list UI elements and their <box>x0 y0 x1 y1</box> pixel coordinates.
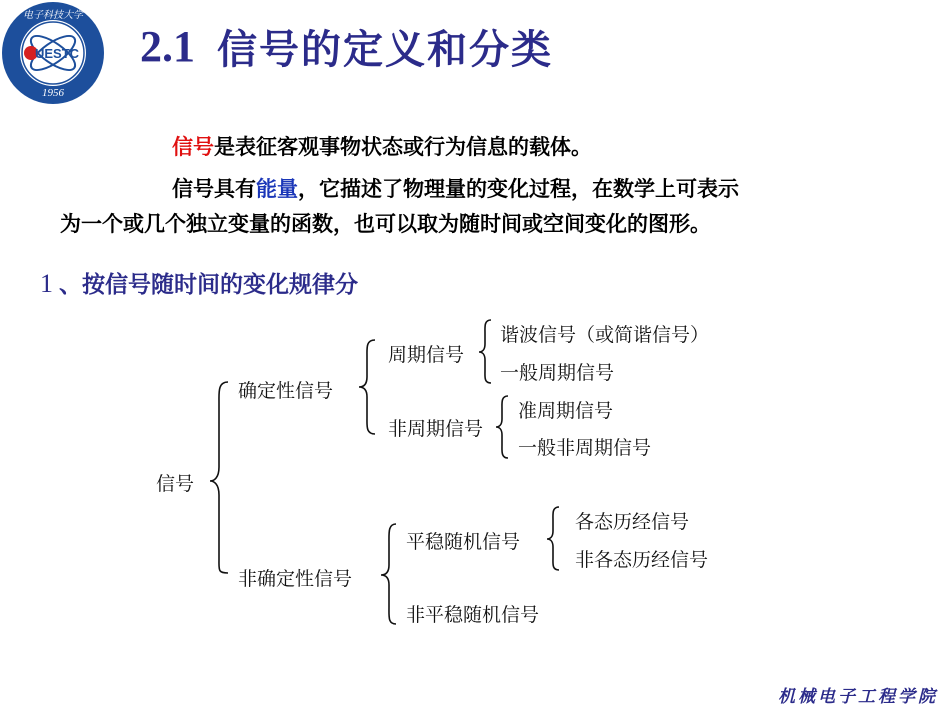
footer-school-name: 机械电子工程学院 <box>778 687 938 707</box>
node-ergodic: 各态历经信号 <box>575 511 690 533</box>
node-nondeterministic: 非确定性信号 <box>238 568 353 590</box>
node-periodic: 周期信号 <box>388 344 465 366</box>
node-deterministic: 确定性信号 <box>238 380 334 402</box>
energy-text-c: ，它描述了物理量的变化过程，在数学上可表示 <box>298 177 739 201</box>
node-stationary: 平稳随机信号 <box>406 531 521 553</box>
section-title: 、按信号随时间的变化规律分 <box>59 272 358 298</box>
term-signal: 信号 <box>172 135 214 159</box>
brace-nondeterministic <box>381 524 396 624</box>
brace-nonperiodic <box>496 396 508 458</box>
node-harmonic: 谐波信号（或简谐信号） <box>500 324 710 346</box>
node-general-periodic: 一般周期信号 <box>500 362 615 384</box>
section-number: 1 <box>40 269 53 298</box>
title-number: 2.1 <box>140 21 195 71</box>
term-energy: 能量 <box>256 177 298 201</box>
brace-root <box>210 382 228 573</box>
node-nonergodic: 非各态历经信号 <box>575 549 709 571</box>
node-quasi-periodic: 准周期信号 <box>518 400 614 422</box>
energy-text-a: 信号具有 <box>172 177 256 201</box>
logo-year: 1956 <box>42 87 64 99</box>
brace-stationary <box>547 507 559 570</box>
energy-paragraph-line2: 为一个或几个独立变量的函数，也可以取为随时间或空间变化的图形。 <box>60 212 711 236</box>
logo-text: UESTC <box>34 46 80 61</box>
node-nonstationary: 非平稳随机信号 <box>406 604 540 626</box>
node-general-nonperiodic: 一般非周期信号 <box>518 437 652 459</box>
brace-periodic <box>479 320 491 383</box>
logo-ring-text: 电子科技大学 <box>23 10 83 21</box>
title-text: 信号的定义和分类 <box>217 26 553 73</box>
node-nonperiodic: 非周期信号 <box>388 418 484 440</box>
definition-text: 是表征客观事物状态或行为信息的载体。 <box>214 135 592 159</box>
node-signal: 信号 <box>156 473 195 495</box>
brace-deterministic <box>359 340 375 434</box>
